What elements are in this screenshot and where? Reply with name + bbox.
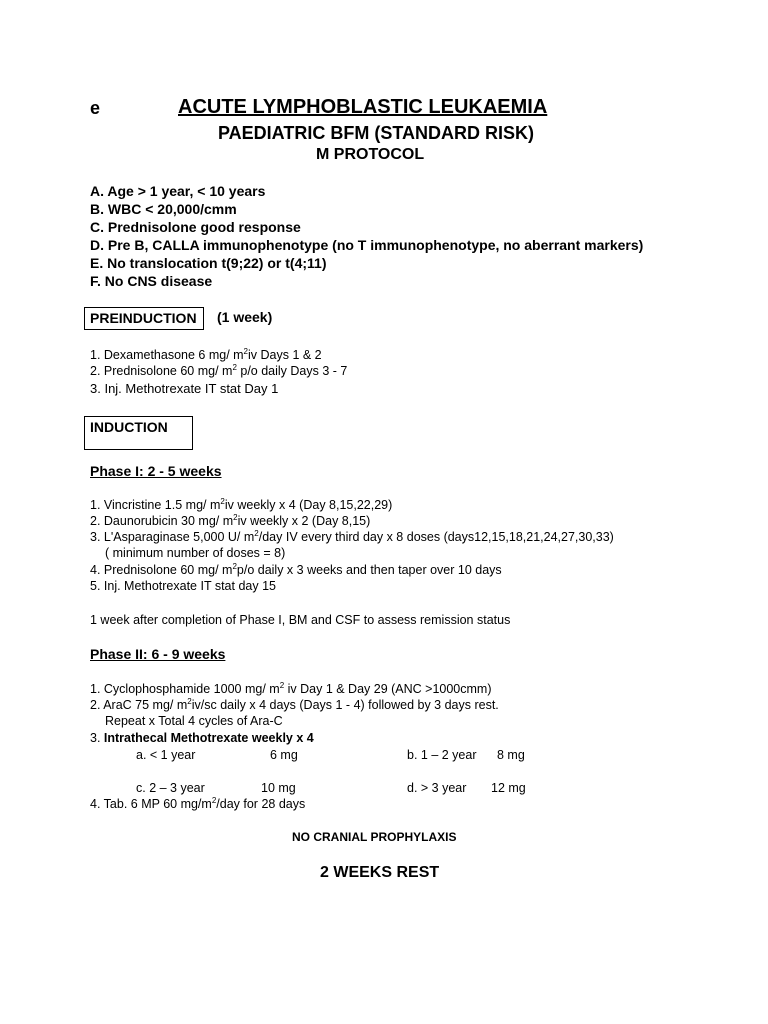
dose-age: c. 2 – 3 year xyxy=(136,781,205,795)
preinduction-item: 3. Inj. Methotrexate IT stat Day 1 xyxy=(90,381,279,396)
phase1-item: 5. Inj. Methotrexate IT stat day 15 xyxy=(90,579,276,593)
dose-value: 10 mg xyxy=(261,781,296,795)
preinduction-item: 2. Prednisolone 60 mg/ $m^2$ p/o daily Days 3 - 7 xyxy=(90,363,348,378)
dose-age: b. 1 – 2 year xyxy=(407,748,477,762)
rest-period: 2 WEEKS REST xyxy=(320,864,440,881)
preinduction-label: PREINDUCTION xyxy=(84,307,204,330)
preinduction-duration: (1 week) xyxy=(217,309,273,325)
dose-age: a. < 1 year xyxy=(136,748,196,762)
dose-value: 6 mg xyxy=(270,748,298,762)
induction-label: INDUCTION xyxy=(84,416,193,450)
no-cranial-prophylaxis: NO CRANIAL PROPHYLAXIS xyxy=(292,830,457,844)
criterion: A. Age > 1 year, < 10 years xyxy=(90,183,266,199)
dose-value: 12 mg xyxy=(491,781,526,795)
criterion: F. No CNS disease xyxy=(90,273,213,289)
phase1-heading: Phase I: 2 - 5 weeks xyxy=(90,463,222,479)
phase2-heading: Phase II: 6 - 9 weeks xyxy=(90,646,226,662)
criterion: B. WBC < 20,000/cmm xyxy=(90,201,237,217)
phase2-item: 1. Cyclophosphamide 1000 mg/ $m^2$ iv Day 1 & Day 29 (ANC >1000cmm) xyxy=(90,681,492,696)
criterion: D. Pre B, CALLA immunophenotype (no T immunophenotype, no aberrant markers) xyxy=(90,237,644,253)
phase1-note: 1 week after completion of Phase I, BM and CSF to assess remission status xyxy=(90,613,511,627)
dose-value: 8 mg xyxy=(497,748,525,762)
dose-age: d. > 3 year xyxy=(407,781,467,795)
criterion: E. No translocation t(9;22) or t(4;11) xyxy=(90,255,327,271)
preinduction-item: 1. Dexamethasone 6 mg/ $m^2iv$ Days 1 & 2 xyxy=(90,347,322,362)
phase1-item: 1. Vincristine 1.5 mg/ $m^2iv$ weekly x 4 (Day 8,15,22,29) xyxy=(90,497,393,512)
page-marker: e xyxy=(90,98,101,118)
phase1-item: 3. L'Asparaginase 5,000 U/ $m^2$/day IV every third day x 8 doses (days12,15,18,21,24,27,30,33) xyxy=(90,529,614,544)
phase2-item: 4. Tab. 6 MP 60 $mg/m^2$/day for 28 days xyxy=(90,796,306,811)
phase2-item-note: Repeat x Total 4 cycles of Ara-C xyxy=(105,714,283,728)
phase1-item-note: ( minimum number of doses = 8) xyxy=(105,546,286,560)
phase1-item: 4. Prednisolone 60 mg/ $m^2p/o$ daily x 3 weeks and then taper over 10 days xyxy=(90,562,502,577)
criterion: C. Prednisolone good response xyxy=(90,219,301,235)
document-title: ACUTE LYMPHOBLASTIC LEUKAEMIA xyxy=(178,96,548,118)
document-subtitle: PAEDIATRIC BFM (STANDARD RISK) xyxy=(218,123,534,143)
phase2-item: 3. Intrathecal Methotrexate weekly x 4 xyxy=(90,731,314,745)
phase2-item: 2. AraC 75 mg/ $m^2iv/sc$ daily x 4 days (Days 1 - 4) followed by 3 days rest. xyxy=(90,697,499,712)
protocol-name: M PROTOCOL xyxy=(316,146,425,163)
phase1-item: 2. Daunorubicin 30 mg/ $m^2iv$ weekly x 2 (Day 8,15) xyxy=(90,513,371,528)
